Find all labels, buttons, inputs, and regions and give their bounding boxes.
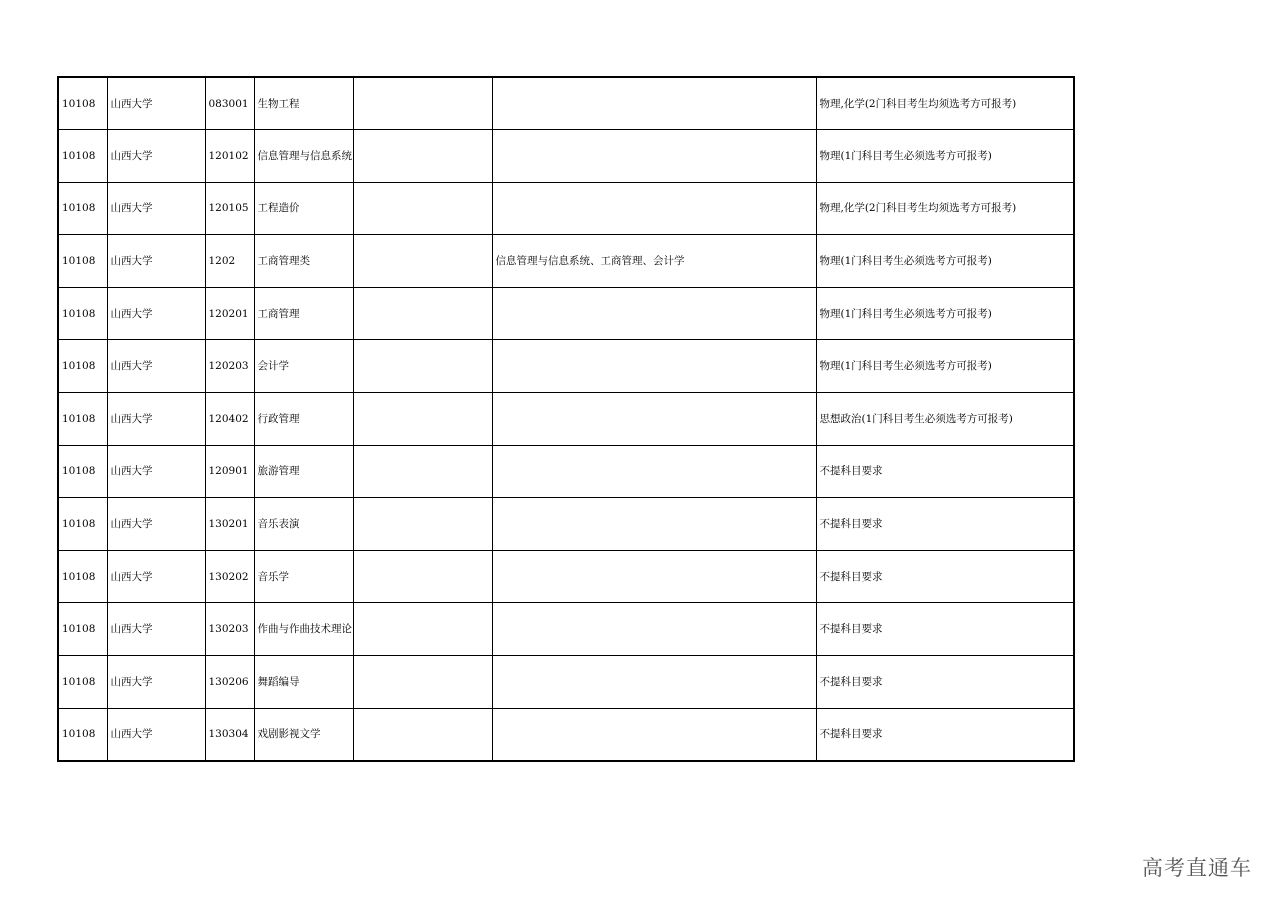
included-majors-cell: [492, 656, 816, 709]
school-code-cell: 10108: [58, 708, 107, 761]
subject-requirement-cell: 不提科目要求: [816, 656, 1074, 709]
included-majors-cell: 信息管理与信息系统、工商管理、会计学: [492, 235, 816, 288]
subject-requirement-cell: 不提科目要求: [816, 445, 1074, 498]
major-code-cell: 130304: [205, 708, 254, 761]
major-code-cell: 130201: [205, 498, 254, 551]
note-cell: [353, 603, 492, 656]
included-majors-cell: [492, 445, 816, 498]
note-cell: [353, 182, 492, 235]
school-name-cell: 山西大学: [107, 393, 205, 446]
table-body: [58, 77, 1074, 761]
major-name-cell: 会计学: [254, 340, 353, 393]
included-majors-cell: [492, 287, 816, 340]
major-name-cell: 生物工程: [254, 77, 353, 130]
school-name-cell: 山西大学: [107, 550, 205, 603]
school-code-cell: 10108: [58, 393, 107, 446]
major-code-cell: 130203: [205, 603, 254, 656]
subject-requirement-cell: 不提科目要求: [816, 550, 1074, 603]
school-name-cell: 山西大学: [107, 603, 205, 656]
major-code-cell: 130202: [205, 550, 254, 603]
school-name-cell: 山西大学: [107, 235, 205, 288]
school-name-cell: 山西大学: [107, 445, 205, 498]
major-code-cell: 120203: [205, 340, 254, 393]
major-code-cell: 083001: [205, 77, 254, 130]
school-name-cell: 山西大学: [107, 498, 205, 551]
major-name-cell: 行政管理: [254, 393, 353, 446]
major-name-cell: 舞蹈编导: [254, 656, 353, 709]
included-majors-cell: [492, 77, 816, 130]
major-code-cell: 120102: [205, 130, 254, 183]
note-cell: [353, 130, 492, 183]
table-row: [58, 498, 1074, 551]
table-row: [58, 445, 1074, 498]
major-name-cell: 音乐学: [254, 550, 353, 603]
included-majors-cell: [492, 182, 816, 235]
major-name-cell: 作曲与作曲技术理论: [254, 603, 353, 656]
subject-requirement-cell: 不提科目要求: [816, 708, 1074, 761]
school-code-cell: 10108: [58, 182, 107, 235]
school-code-cell: 10108: [58, 603, 107, 656]
subject-requirement-cell: 物理,化学(2门科目考生均须选考方可报考): [816, 77, 1074, 130]
table-row: [58, 708, 1074, 761]
major-name-cell: 旅游管理: [254, 445, 353, 498]
school-code-cell: 10108: [58, 498, 107, 551]
school-code-cell: 10108: [58, 550, 107, 603]
major-code-cell: 120201: [205, 287, 254, 340]
subject-requirement-cell: 物理(1门科目考生必须选考方可报考): [816, 340, 1074, 393]
table-row: [58, 130, 1074, 183]
subject-requirement-cell: 思想政治(1门科目考生必须选考方可报考): [816, 393, 1074, 446]
watermark: 高考直通车: [1142, 856, 1252, 880]
school-name-cell: 山西大学: [107, 77, 205, 130]
subject-requirement-cell: 物理,化学(2门科目考生均须选考方可报考): [816, 182, 1074, 235]
major-name-cell: 工商管理: [254, 287, 353, 340]
subject-requirement-cell: 不提科目要求: [816, 603, 1074, 656]
school-name-cell: 山西大学: [107, 182, 205, 235]
table-row: [58, 393, 1074, 446]
major-name-cell: 信息管理与信息系统: [254, 130, 353, 183]
note-cell: [353, 498, 492, 551]
note-cell: [353, 393, 492, 446]
major-code-cell: 120901: [205, 445, 254, 498]
subject-requirement-cell: 物理(1门科目考生必须选考方可报考): [816, 287, 1074, 340]
school-code-cell: 10108: [58, 445, 107, 498]
note-cell: [353, 445, 492, 498]
table-row: [58, 77, 1074, 130]
included-majors-cell: [492, 393, 816, 446]
major-code-cell: 120402: [205, 393, 254, 446]
included-majors-cell: [492, 498, 816, 551]
school-name-cell: 山西大学: [107, 130, 205, 183]
major-name-cell: 工程造价: [254, 182, 353, 235]
major-name-cell: 工商管理类: [254, 235, 353, 288]
table-row: [58, 550, 1074, 603]
school-name-cell: 山西大学: [107, 708, 205, 761]
school-name-cell: 山西大学: [107, 287, 205, 340]
subject-requirement-cell: 物理(1门科目考生必须选考方可报考): [816, 130, 1074, 183]
major-code-cell: 130206: [205, 656, 254, 709]
note-cell: [353, 656, 492, 709]
note-cell: [353, 77, 492, 130]
major-name-cell: 戏剧影视文学: [254, 708, 353, 761]
included-majors-cell: [492, 130, 816, 183]
included-majors-cell: [492, 708, 816, 761]
table-row: [58, 340, 1074, 393]
note-cell: [353, 550, 492, 603]
table-row: [58, 603, 1074, 656]
school-code-cell: 10108: [58, 287, 107, 340]
major-code-cell: 120105: [205, 182, 254, 235]
table-row: [58, 656, 1074, 709]
subject-requirement-table: [57, 76, 1075, 762]
school-name-cell: 山西大学: [107, 656, 205, 709]
school-code-cell: 10108: [58, 130, 107, 183]
included-majors-cell: [492, 340, 816, 393]
school-code-cell: 10108: [58, 235, 107, 288]
note-cell: [353, 340, 492, 393]
subject-requirement-cell: 物理(1门科目考生必须选考方可报考): [816, 235, 1074, 288]
school-code-cell: 10108: [58, 340, 107, 393]
included-majors-cell: [492, 603, 816, 656]
subject-requirement-cell: 不提科目要求: [816, 498, 1074, 551]
table-row: [58, 182, 1074, 235]
major-code-cell: 1202: [205, 235, 254, 288]
note-cell: [353, 235, 492, 288]
included-majors-cell: [492, 550, 816, 603]
school-code-cell: 10108: [58, 77, 107, 130]
school-name-cell: 山西大学: [107, 340, 205, 393]
table-row: [58, 235, 1074, 288]
note-cell: [353, 287, 492, 340]
table-row: [58, 287, 1074, 340]
note-cell: [353, 708, 492, 761]
major-name-cell: 音乐表演: [254, 498, 353, 551]
school-code-cell: 10108: [58, 656, 107, 709]
